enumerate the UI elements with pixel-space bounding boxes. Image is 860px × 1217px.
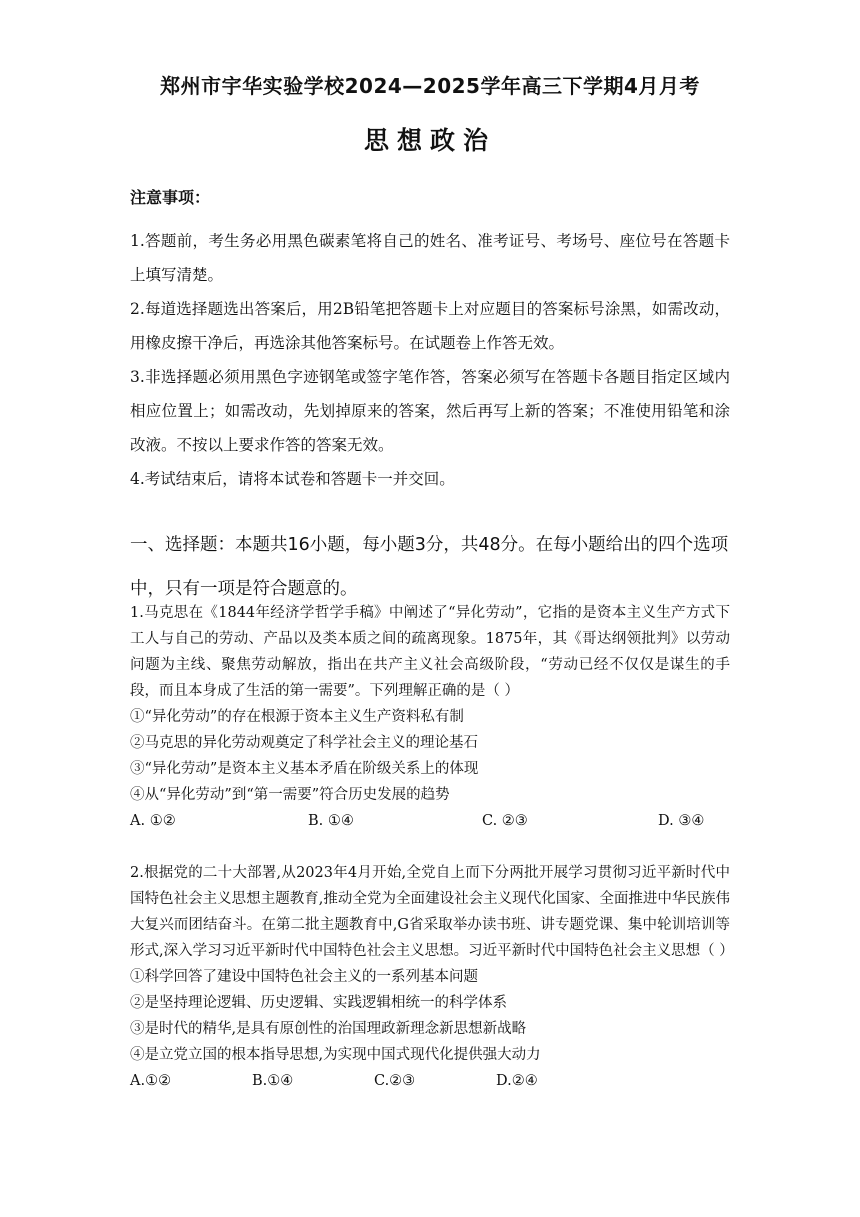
notice-item-2: [130, 292, 730, 360]
notice-item-4: [130, 462, 730, 496]
notice-text: 4.考试结束后，请将本试卷和答题卡一并交回。: [130, 470, 455, 488]
option-c[interactable]: C. ②③: [482, 813, 528, 829]
question-stem: 1.马克思在《1844年经济学哲学手稿》中阐述了“异化劳动”，它指的是资本主义生产方式下工人与自己的劳动、产品以及类本质之间的疏离现象。1875年，其《哥达纲领批判》以劳动问题为主线、聚焦劳动解放，指出在共产主义社会高级阶段，“劳动已经不仅仅是谋生的手段，而且本身成了生活的第一需要”。下列理解正确的是（ ）: [130, 605, 730, 699]
statement-2: ②是坚持理论逻辑、历史逻辑、实践逻辑相统一的科学体系: [130, 995, 507, 1011]
question-1: [130, 600, 730, 834]
statement-1: ①科学回答了建设中国特色社会主义的一系列基本问题: [130, 969, 478, 985]
notice-text: 2.每道选择题选出答案后，用2B铅笔把答题卡上对应题目的答案标号涂黑，如需改动，用橡皮擦干净后，再选涂其他答案标号。在试题卷上作答无效。: [130, 300, 730, 352]
option-d[interactable]: D. ③④: [658, 813, 705, 829]
option-c[interactable]: C.②③: [374, 1073, 416, 1089]
notice-text: 3.非选择题必须用黑色字迹钢笔或签字笔作答，答案必须写在答题卡各题目指定区域内相应位置上；如需改动，先划掉原来的答案，然后再写上新的答案；不准使用铅笔和涂改液。不按以上要求作答的答案无效。: [130, 368, 730, 454]
answer-options: [130, 1068, 730, 1094]
notice-item-3: [130, 360, 730, 462]
answer-options: [130, 808, 730, 834]
section-heading: 一、选择题：本题共16小题，每小题3分，共48分。在每小题给出的四个选项中，只有一项是符合题意的。: [130, 535, 729, 599]
exam-title: 郑州市宇华实验学校2024—2025学年高三下学期4月月考: [160, 74, 700, 98]
subject-title: 思想政治: [363, 126, 496, 155]
statement-3: ③“异化劳动”是资本主义基本矛盾在阶级关系上的体现: [130, 761, 479, 777]
statement-4: ④是立党立国的根本指导思想,为实现中国式现代化提供强大动力: [130, 1047, 541, 1063]
option-d[interactable]: D.②④: [496, 1073, 538, 1089]
option-a[interactable]: A.①②: [130, 1073, 172, 1089]
question-stem: 2.根据党的二十大部署,从2023年4月开始,全党自上而下分两批开展学习贯彻习近平新时代中国特色社会主义思想主题教育,推动全党为全面建设社会主义现代化国家、全面推进中华民族伟大复兴而团结奋斗。在第二批主题教育中,G省采取举办读书班、讲专题党课、集中轮训培训等形式,深入学习习近平新时代中国特色社会主义思想。习近平新时代中国特色社会主义思想（ ）: [130, 865, 734, 959]
question-2: [130, 860, 734, 1094]
option-b[interactable]: B.①④: [252, 1073, 294, 1089]
notice-text: 1.答题前，考生务必用黑色碳素笔将自己的姓名、准考证号、考场号、座位号在答题卡上填写清楚。: [130, 232, 730, 284]
notice-heading: 注意事项：: [130, 188, 211, 207]
option-a[interactable]: A. ①②: [130, 813, 176, 829]
notice-item-1: [130, 224, 730, 292]
option-b[interactable]: B. ①④: [308, 813, 354, 829]
statement-2: ②马克思的异化劳动观奠定了科学社会主义的理论基石: [130, 735, 478, 751]
statement-1: ①“异化劳动”的存在根源于资本主义生产资料私有制: [130, 709, 464, 725]
statement-4: ④从“异化劳动”到“第一需要”符合历史发展的趋势: [130, 787, 450, 803]
statement-3: ③是时代的精华,是具有原创性的治国理政新理念新思想新战略: [130, 1021, 527, 1037]
